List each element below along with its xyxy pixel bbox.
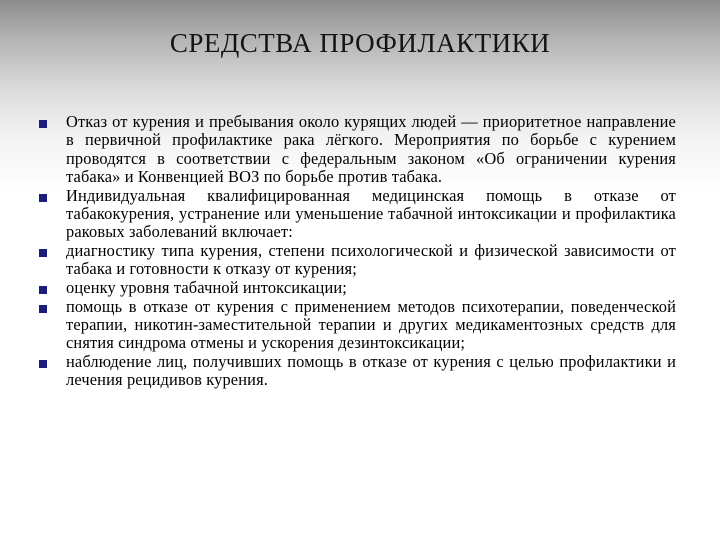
list-item	[36, 113, 676, 187]
bullet-text: Отказ от курения и пребывания около курящих людей — приоритетное направление в первичной профилактике рака лёгкого. Мероприятия по борьбе с курением проводятся в соответствии с федеральным законом «Об ограничении курения табака» и Конвенцией ВОЗ по борьбе против табака.	[66, 112, 676, 187]
list-item	[36, 353, 676, 390]
square-bullet-icon	[36, 298, 66, 317]
slide-title: СРЕДСТВА ПРОФИЛАКТИКИ	[169, 28, 551, 58]
square-bullet-icon	[36, 353, 66, 372]
bullet-text: помощь в отказе от курения с применением методов психотерапии, поведенческой терапии, никотин-заместительной терапии и других медикаментозных средств для снятия синдрома отмены и ускорения дезинтоксикации;	[66, 296, 676, 353]
list-item	[36, 187, 676, 242]
list-item	[36, 242, 676, 279]
list-item	[36, 298, 676, 353]
square-bullet-icon	[36, 113, 66, 132]
bullet-text: Индивидуальная квалифицированная медицинская помощь в отказе от табакокурения, устранение или уменьшение табачной интоксикации и профилактика раковых заболеваний включает:	[66, 185, 676, 242]
square-bullet-icon	[36, 279, 66, 298]
square-bullet-icon	[36, 242, 66, 261]
square-bullet-icon	[36, 187, 66, 206]
bullet-list	[36, 113, 676, 390]
bullet-text: диагностику типа курения, степени психологической и физической зависимости от табака и готовности к отказу от курения;	[66, 240, 676, 279]
bullet-text: наблюдение лиц, получивших помощь в отказе от курения с целью профилактики и лечения рецидивов курения.	[66, 351, 676, 390]
bullet-text: оценку уровня табачной интоксикации;	[66, 277, 347, 297]
list-item	[36, 279, 676, 298]
